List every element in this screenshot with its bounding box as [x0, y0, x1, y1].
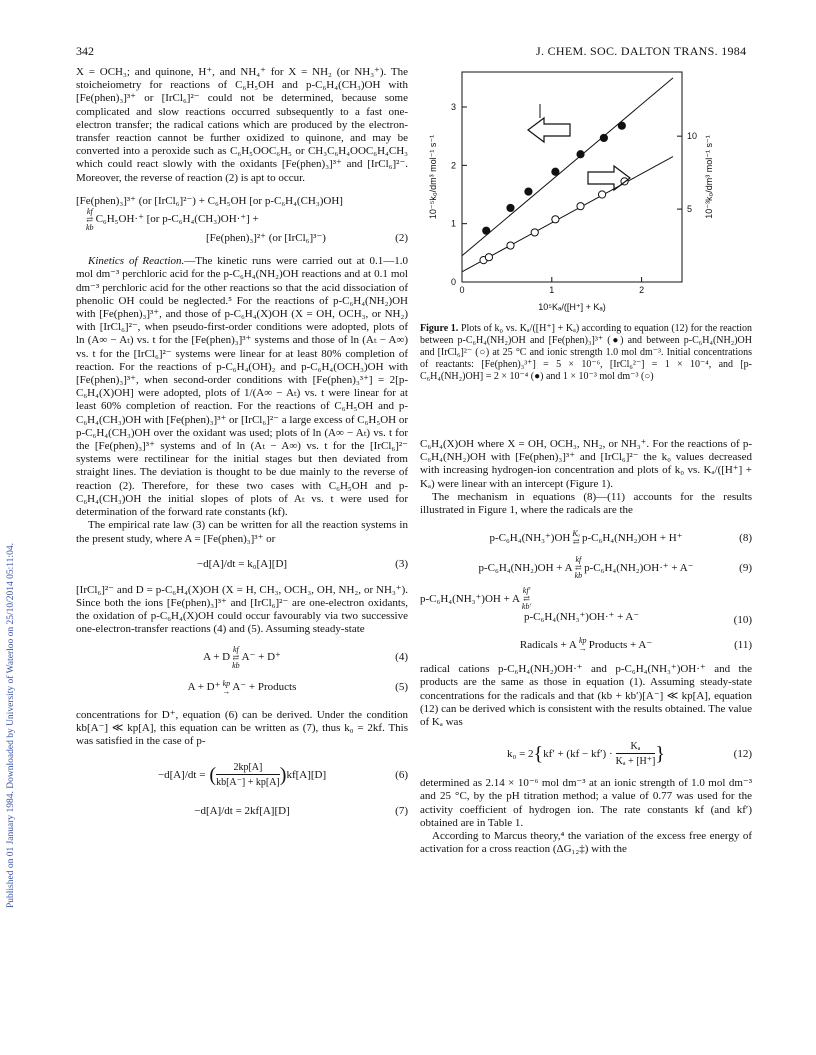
equation-11: [420, 631, 752, 659]
equation-4: [76, 643, 408, 673]
rate-kb-prime: kb′: [521, 602, 532, 612]
equation-8: [420, 523, 752, 553]
eq11-left: Radicals + A: [519, 638, 577, 651]
left-column: [76, 66, 408, 822]
eq9-left: p-C₆H₄(NH₂)OH + A: [478, 561, 573, 574]
eq2-line2: C₆H₅OH·⁺ [or p-C₆H₄(CH₃)OH·⁺] +: [95, 213, 259, 226]
eq-number: (6): [395, 768, 408, 781]
equilibrium-arrow: Kₐ ⇄: [572, 529, 581, 547]
download-stamp: [0, 128, 24, 908]
data-point-open: [531, 229, 538, 236]
rate-kb: kb: [232, 660, 240, 670]
forward-arrow: kp →: [578, 636, 587, 654]
eq-number: (9): [739, 561, 752, 574]
download-stamp-text: Published on 01 January 1984. Downloaded by University of Waterloo on 25/10/2014 05:11:04.: [6, 543, 16, 908]
figure-1-plot: [420, 66, 752, 316]
paragraph: [76, 255, 408, 519]
data-point-open: [577, 203, 584, 210]
eq4-left: A + D: [203, 650, 231, 663]
eq7-body: −d[A]/dt = 2kf[A][D]: [194, 804, 290, 817]
eq2-line3: [Fe(phen)₃]²⁺ (or [IrCl₆]³⁻): [206, 232, 326, 245]
fit-line-filled-series: [462, 78, 673, 256]
eq-number: (10): [733, 614, 752, 627]
eq-number: (11): [734, 638, 752, 651]
equation-5: [76, 673, 408, 703]
right-column: [420, 438, 752, 856]
eq6-tail: kf[A][D]: [286, 768, 327, 781]
rate-kp: kp: [222, 678, 231, 688]
equation-10: [420, 587, 752, 627]
figure-caption: [420, 323, 752, 383]
paragraph: C₆H₄(X)OH where X = OH, OCH₃, NH₂, or NH₃⁺. For the reactions of p-C₆H₄(NH₂)OH with [Fe(phen)₃]³⁺ and [IrCl₆]²⁻ the k₀ values decreased with increasing hydrogen-ion concentration and plots of k₀ vs. Kₐ/([H⁺] + Kₐ) were linear with an intercept (Figure 1).: [420, 438, 752, 490]
section-head: Kinetics of Reaction.: [88, 255, 185, 268]
equilibrium-constant: Kₐ: [572, 529, 581, 539]
paragraph: [IrCl₆]²⁻ and D = p-C₆H₄(X)OH (X = H, CH₃, OCH₃, OH, NH₂, or NH₃⁺). Since both the ions [Fe(phen)₃]³⁺ and [IrCl₆]²⁻ are one-electron oxidants, the oxidation of p-C₆H₄(X)OH could occur favourably via two successive one-electron-transfer reactions (4) and (5). Assuming steady-state: [76, 583, 408, 636]
data-point-filled: [600, 134, 607, 141]
rate-kf-prime: kf′: [522, 586, 531, 596]
forward-arrow: kp →: [222, 678, 231, 696]
eq3-body: −d[A]/dt = k₀[A][D]: [196, 558, 288, 571]
fraction-numerator: 2kp[A]: [233, 761, 263, 773]
eq10-left: p-C₆H₄(NH₃⁺)OH + A: [420, 592, 520, 605]
equilibrium-arrow: kf ⇄ kb: [574, 555, 583, 581]
data-point-filled: [552, 168, 559, 175]
equation-6: −d[A]/dt = ( $\frac{2kp[A]}{kb[A^-] + kp[A]}$ ) kf[A][D] (6): [157, 761, 408, 789]
equation-9: [420, 553, 752, 583]
caption-label: Figure 1.: [420, 323, 459, 334]
eq2-line2-row: [76, 208, 408, 232]
caption-text: Plots of k₀ vs. Kₐ/([H⁺] + Kₐ) according to equation (12) for the reaction between p-C₆H₄(NH₂)OH and [Fe(phen)₃]³⁺ (●) and between p-C₆H₄(NH₂)OH and [IrCl₆]²⁻ (○) at 25 °C and ionic strength 1.0 mol dm⁻³. Initial concentrations of reactants: [Fe(phen)₃³⁺] = 5 × 10⁻⁶, [IrCl₆²⁻] = 1 × 10⁻⁴, and [p-C₆H₄(NH₂)OH] = 2 × 10⁻⁴ (●) and 1 × 10⁻³ mol dm⁻³ (○): [420, 323, 752, 382]
eq-number: (8): [739, 531, 752, 544]
eq12-lhs: k₀ = 2: [507, 747, 534, 760]
eq-number: (12): [733, 747, 752, 760]
eq6-lhs: −d[A]/dt =: [157, 768, 206, 781]
y-right-tick-label: 5: [687, 204, 693, 215]
eq12-mid: kf′ + (kf − kf′) ·: [543, 747, 613, 760]
plot-frame: [462, 72, 682, 282]
rate-kp: kp: [579, 636, 587, 646]
eq8-left: p-C₆H₄(NH₃⁺)OH: [489, 531, 571, 544]
eq5-right: A⁻ + Products: [232, 680, 297, 693]
paragraph: The mechanism in equations (8)—(11) accounts for the results illustrated in Figure 1, where the radicals are the: [420, 490, 752, 517]
rate-kb: kb: [574, 571, 583, 581]
data-point-filled: [483, 227, 490, 234]
x-tick-label: 0: [459, 285, 465, 295]
eq-number: (3): [395, 558, 408, 571]
y-right-tick-label: 10: [687, 131, 698, 142]
rate-kf: kf: [86, 207, 93, 217]
y-right-axis-label: 10⁻³k₀/dm³ mol⁻¹ s⁻¹: [704, 135, 714, 219]
page-number: 342: [76, 44, 94, 58]
paragraph: radical cations p-C₆H₄(NH₂)OH·⁺ and p-C₆H₄(NH₃⁺)OH·⁺ and the products are the same as those in equation (1). Assuming steady-state concentrations for the radicals and that (kb + kb′)[A⁻] ≪ kp[A], equation (12) can be derived which is consistent with the results obtained. The value of Kₐ was: [420, 663, 752, 729]
journal-header: J. CHEM. SOC. DALTON TRANS. 1984: [536, 44, 747, 58]
eq11-right: Products + A⁻: [588, 638, 653, 651]
eq2-line3-row: [76, 232, 408, 245]
x-tick-label: 2: [639, 285, 645, 295]
eq-number: (2): [395, 232, 408, 245]
data-point-filled: [618, 122, 625, 129]
eq10-right: p-C₆H₄(NH₃⁺)OH·⁺ + A⁻: [524, 611, 640, 624]
equilibrium-arrow: kf ⇄ kb: [232, 644, 240, 670]
fraction-denominator: kb[A⁻] + kp[A]: [216, 774, 280, 789]
data-point-open: [598, 191, 605, 198]
figure-1: [420, 66, 752, 382]
equation-7: [76, 800, 408, 822]
paragraph: According to Marcus theory,⁴ the variation of the excess free energy of activation for a cross reaction (ΔG₁₂‡) with the: [420, 830, 752, 856]
fraction-denominator: Kₐ + [H⁺]: [616, 753, 656, 768]
equilibrium-arrow: kf ⇄ kb: [86, 207, 94, 233]
equation-3: [76, 554, 408, 576]
eq-number: (4): [395, 650, 408, 663]
data-point-filled: [577, 151, 584, 158]
rate-kb: kb: [86, 223, 94, 233]
y-left-tick-label: 3: [450, 102, 456, 112]
data-point-filled: [525, 188, 532, 195]
y-left-tick-label: 1: [450, 218, 456, 229]
eq5-left: A + D⁺: [187, 680, 221, 693]
data-point-open: [552, 216, 559, 223]
y-left-tick-label: 2: [450, 160, 456, 171]
rate-kf: kf: [575, 555, 582, 565]
eq8-right: p-C₆H₄(NH₂)OH + H⁺: [582, 531, 683, 544]
fraction-numerator: Kₐ: [630, 741, 641, 753]
equation-12: k₀ = 2 { kf′ + (kf − kf′) · $\frac{\text{Kₐ}}{\text{Kₐ + [H⁺]}}$ } (12): [507, 741, 752, 768]
eq4-right: A⁻ + D⁺: [241, 650, 281, 663]
eq2-line1: [Fe(phen)₃]³⁺ (or [IrCl₆]²⁻) + C₆H₅OH [or p-C₆H₄(CH₃)OH]: [76, 194, 343, 207]
paragraph: determined as 2.14 × 10⁻⁶ mol dm⁻³ at an ionic strength of 1.0 mol dm⁻³ and 25 °C, by the pH titration method; a value of 0.77 was used for the activity coefficient of hydrogen ion. The rate constants kf (and kf′) obtained are in Table 1.: [420, 777, 752, 829]
fraction: [216, 761, 280, 789]
fit-line-open-series: [462, 157, 673, 272]
paragraph: X = OCH₃; and quinone, H⁺, and NH₄⁺ for X = NH₂ (or NH₃⁺). The stoicheiometry for reactions of C₆H₅OH and p-C₆H₄(CH₃)OH with [Fe(phen)₃]³⁺ or [IrCl₆]²⁻ could not be determined, because some complicated and slow reactions occurred subsequently to a fast one-electron transfer; the radical cations which are produced by the electron-transfer reaction cannot be further oxidized to quinone, and may be converted into a peroxide such as C₆H₅OOC₆H₅ or CH₃C₆H₄OOC₆H₄CH₃ which could react slowly with the oxidants [Fe(phen)₃]³⁺ and [IrCl₆]²⁻. Moreover, the reverse of reaction (2) is apt to occur.: [76, 66, 408, 184]
equilibrium-arrow: kf′ ⇄ kb′: [521, 586, 532, 612]
x-axis-label: 10⁵Kₐ/([H⁺] + Kₐ): [538, 302, 606, 312]
eq-number: (7): [395, 804, 408, 817]
paragraph: concentrations for D⁺, equation (6) can be derived. Under the condition kb[A⁻] ≪ kp[A], this equation can be written as (7), thus k₀ = 2kf. This was satisfied in the case of p-: [76, 708, 408, 747]
paragraph: The empirical rate law (3) can be written for all the reaction systems in the present study, where A = [Fe(phen)₃]³⁺ or: [76, 519, 408, 545]
x-tick-label: 1: [549, 285, 555, 295]
arrow-left-icon: [528, 118, 570, 142]
y-left-axis-label: 10⁻⁵k₀/dm³ mol⁻¹ s⁻¹: [428, 134, 438, 220]
data-point-open: [485, 254, 492, 261]
data-point-filled: [507, 204, 514, 211]
eq-number: (5): [395, 680, 408, 693]
equation-2: [76, 195, 408, 245]
y-left-tick-label: 0: [450, 277, 456, 287]
data-point-open: [507, 242, 514, 249]
rate-kf: kf: [232, 644, 239, 654]
eq9-right: p-C₆H₄(NH₂)OH·⁺ + A⁻: [584, 561, 694, 574]
paragraph-text: —The kinetic runs were carried out at 0.1—1.0 mol dm⁻³ perchloric acid for the p-C₆H₄(NH₂)OH reactions and at 0.1 mol dm⁻³ perchloric acid for the other reactions so that the acid dissociation of phenolic OH could be neglected.⁵ For the reactions of p-C₆H₄(NH₂)OH with [Fe(phen)₃]³⁺, and those of p-C₆H₄(X)OH (X = OH, OCH₃, or NH₂) with [IrCl₆]²⁻, when pseudo-first-order conditions were adopted, plots of ln (A∞ − Aₜ) vs. t for the [Fe(phen)₃]³⁺ systems and those of ln (Aₜ − A∞) vs. t for the [IrCl₆]²⁻ systems were linear for at least 80% completion of reaction. For the reactions of p-C₆H₄(OH)₂ and p-C₆H₄(OCH₃)OH with [Fe(phen)₃]³⁺, when second-order conditions with [Fe(phen)₃³⁺] = 2[p-C₆H₄(X)OH] were adopted, plots of 1/(A∞ − Aₜ) vs. t were linear for at least 60% completion of reaction. For the reactions of C₆H₅OH and p-C₆H₄(CH₃)OH with [Fe(phen)₃]³⁺ or [IrCl₆]²⁻ a large excess of C₆H₅OH or p-C₆H₄(CH₃)OH over the oxidant was used; plots of ln (A∞ − Aₜ) vs. t for the [Fe(phen)₃]³⁺ systems and of ln (Aₜ − A∞) vs. t for the [IrCl₆]²⁻ systems were rectilinear for the initial stages but then deviated from straight lines. The deviation is thought to be due mainly to the reverse of reaction (2). Therefore, for these two cases with C₆H₅OH and p-C₆H₄(CH₃)OH the initial slopes of plots of Aₜ vs. t were used for determination of the forward rate constants (kf).: [76, 255, 409, 519]
fraction: [616, 740, 656, 768]
